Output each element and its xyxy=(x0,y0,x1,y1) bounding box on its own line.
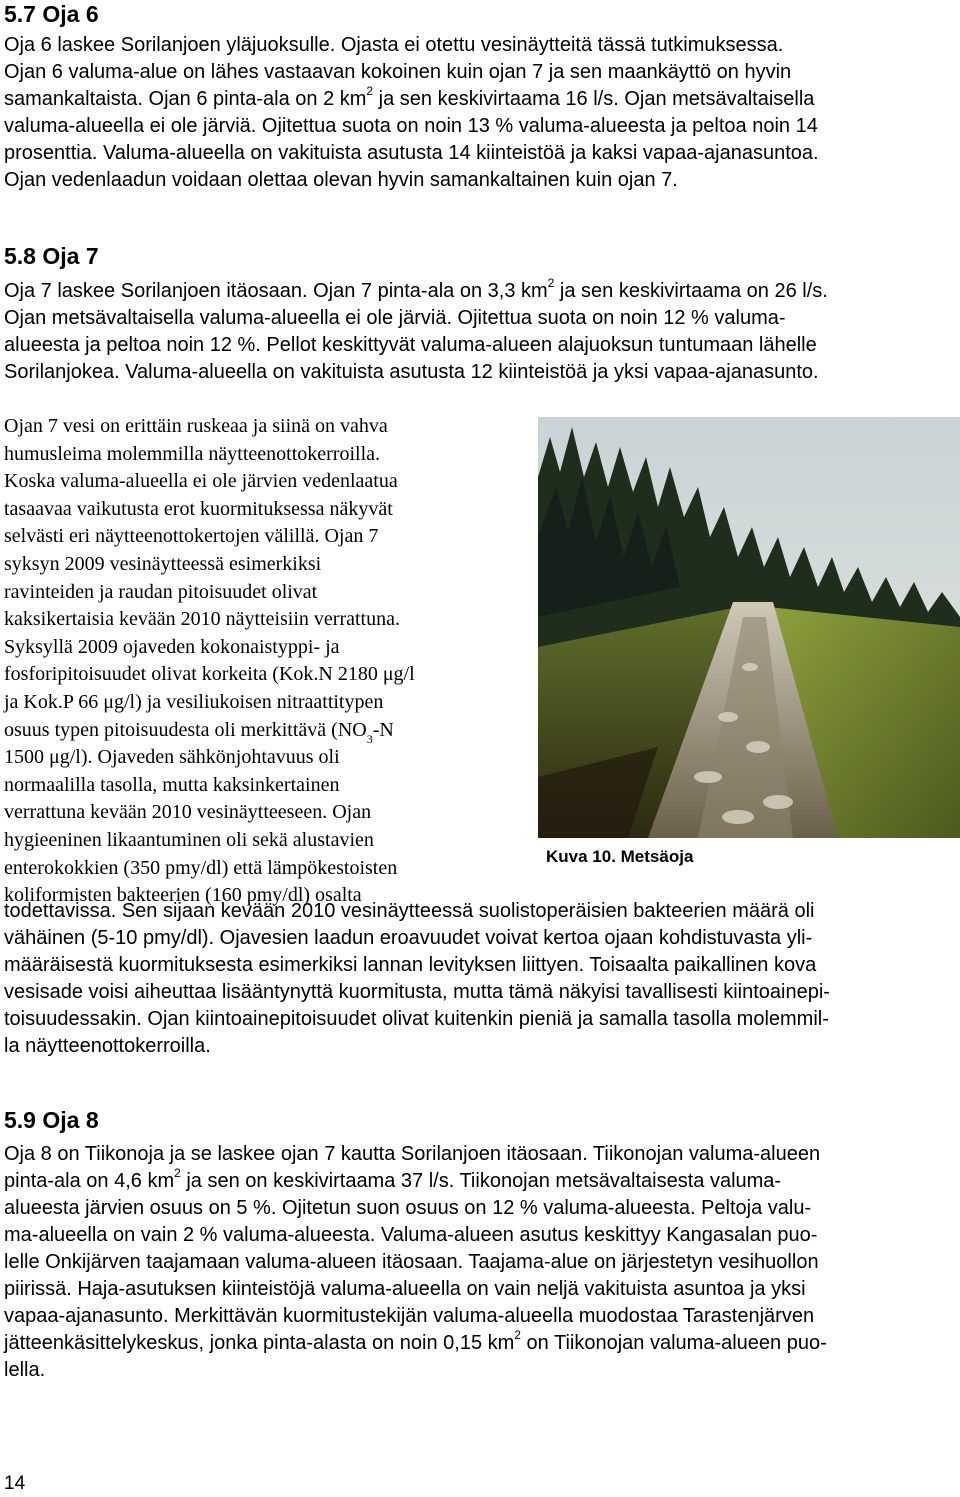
section-paragraph-oja-7 xyxy=(4,278,956,386)
text-line: ja Kok.P 66 μg/l) ja vesiliukoisen nitraattitypen xyxy=(4,690,384,713)
text-line: Ojan metsävaltaisella valuma-alueella ei ole järviä. Ojitettua suota on noin 12 % valuma- xyxy=(4,307,786,329)
text-line: Ojan 7 vesi on erittäin ruskeaa ja siinä on vahva xyxy=(4,415,388,437)
text-line: Koska valuma-alueella ei ole järvien vedenlaatua xyxy=(4,470,398,493)
text-line: Ojan 6 valuma-alue on lähes vastaavan kokoinen kuin ojan 7 ja sen maankäyttö on hyvin xyxy=(4,61,792,83)
text-line: Oja 7 laskee Sorilanjoen itäosaan. Ojan 7 pinta-ala on 3,3 $km^2$ ja sen keskivirtaama on 26 l/s. xyxy=(4,276,828,302)
text-line: Oja 6 laskee Sorilanjoen yläjuoksulle. Ojasta ei otettu vesinäytteitä tässä tutkimuksessa. xyxy=(4,34,784,56)
text-line: ma-alueella on vain 2 % valuma-alueesta. Valuma-alueen asutus keskittyy Kangasalan puo- xyxy=(4,1224,818,1246)
text-line: jätteenkäsittelykeskus, jonka pinta-alasta on noin 0,15 $km^2$ on Tiikonojan valuma-alueen puo- xyxy=(4,1328,827,1354)
text-line: samankaltaista. Ojan 6 pinta-ala on 2 $km^2$ ja sen keskivirtaama 16 l/s. Ojan metsävaltaisella xyxy=(4,84,815,110)
text-line: todettavissa. Sen sijaan kevään 2010 vesinäytteessä suolistoperäisien bakteerien määrä oli xyxy=(4,900,815,922)
section-heading-oja-8: 5.9 Oja 8 xyxy=(4,1107,99,1133)
text-line: verrattuna kevään 2010 vesinäytteeseen. Ojan xyxy=(4,801,372,824)
text-line: vapaa-ajanasunto. Merkittävän kuormitustekijän valuma-alueella muodostaa Tarastenjärven xyxy=(4,1305,815,1327)
text-line: piirissä. Haja-asutuksen kiinteistöjä valuma-alueella on vain neljä vakituista asuntoa ja yksi xyxy=(4,1278,806,1300)
text-line: vesisade voisi aiheuttaa lisääntynyttä kuormitusta, mutta tämä näkyisi tavallisesti kiintoainepi- xyxy=(4,981,830,1003)
text-line: 1500 μg/l). Ojaveden sähkönjohtavuus oli xyxy=(4,746,340,769)
section-paragraph-oja-8 xyxy=(4,1141,956,1384)
figure-caption: Kuva 10. Metsäoja xyxy=(546,847,694,866)
text-line: la näytteenottokerroilla. xyxy=(4,1035,211,1057)
text-line: koliformisten bakteerien (160 pmy/dl) osalta xyxy=(4,884,362,907)
text-line: humusleima molemmilla näytteenottokerroilla. xyxy=(4,442,381,465)
text-line: prosenttia. Valuma-alueella on vakituista asutusta 14 kiinteistöä ja kaksi vapaa-ajanasuntoa. xyxy=(4,142,819,164)
text-line: alueesta järvien osuus on 5 %. Ojitetun suon osuus on 12 % valuma-alueesta. Peltoja valu- xyxy=(4,1197,812,1219)
text-line: tasaavaa vaikutusta erot kuormituksessa näkyvät xyxy=(4,497,393,520)
text-line: Oja 8 on Tiikonoja ja se laskee ojan 7 kautta Sorilanjoen itäosaan. Tiikonojan valuma-alueen xyxy=(4,1143,821,1165)
section-heading-oja-7: 5.8 Oja 7 xyxy=(4,243,99,269)
text-line: Sorilanjokea. Valuma-alueella on vakituista asutusta 12 kiinteistöä ja yksi vapaa-ajanasunto. xyxy=(4,361,819,383)
forest-ditch-photo xyxy=(538,417,960,838)
forest-ditch-icon xyxy=(538,417,960,838)
text-line: alueesta ja peltoa noin 12 %. Pellot keskittyvät valuma-alueen alajuoksun tuntumaan lähelle xyxy=(4,334,817,356)
text-line: lella. xyxy=(4,1359,46,1381)
section-heading-oja-6: 5.7 Oja 6 xyxy=(4,1,99,27)
page-number: 14 xyxy=(4,1473,26,1494)
text-line: selvästi eri näytteenottokertojen välillä. Ojan 7 xyxy=(4,525,379,548)
text-line: osuus typen pitoisuudesta oli merkittävä ($NO_3-N$ xyxy=(4,718,394,746)
text-line: ravinteiden ja raudan pitoisuudet olivat xyxy=(4,580,318,603)
text-line: vähäinen (5-10 pmy/dl). Ojavesien laadun eroavuudet voivat kertoa ojaan kohdistuvasta yli- xyxy=(4,927,813,949)
text-line: toisuudessakin. Ojan kiintoainepitoisuudet olivat kuitenkin pieniä ja samalla tasolla molemmil- xyxy=(4,1008,829,1030)
text-line: fosforipitoisuudet olivat korkeita (Kok.N 2180 μg/l xyxy=(4,663,415,686)
text-line: enterokokkien (350 pmy/dl) että lämpökestoisten xyxy=(4,856,398,879)
text-line: pinta-ala on 4,6 $km^2$ ja sen on keskivirtaama 37 l/s. Tiikonojan metsävaltaisesta valuma- xyxy=(4,1166,782,1192)
text-line: kaksikertaisia kevään 2010 näytteisiin verrattuna. xyxy=(4,608,400,631)
text-line: lelle Onkijärven taajamaan valuma-alueen itäosaan. Taajama-alue on järjestetyn vesihuollon xyxy=(4,1251,819,1273)
text-line: Ojan vedenlaadun voidaan olettaa olevan hyvin samankaltainen kuin ojan 7. xyxy=(4,169,678,191)
section-paragraph-oja-6 xyxy=(4,32,956,194)
text-line: syksyn 2009 vesinäytteessä esimerkiksi xyxy=(4,552,322,575)
text-line: Syksyllä 2009 ojaveden kokonaistyppi- ja xyxy=(4,635,340,658)
text-line: hygieeninen likaantuminen oli sekä alustavien xyxy=(4,828,374,851)
text-line: määräisestä kuormituksesta esimerkiksi lannan levityksen liittyen. Toisaalta paikallinen kova xyxy=(4,954,817,976)
section-paragraph-oja-7-continued xyxy=(4,898,956,1060)
text-line: valuma-alueella ei ole järviä. Ojitettua suota on noin 13 % valuma-alueesta ja peltoa noin 14 xyxy=(4,115,818,137)
text-line: normaalilla tasolla, mutta kaksinkertainen xyxy=(4,773,340,796)
